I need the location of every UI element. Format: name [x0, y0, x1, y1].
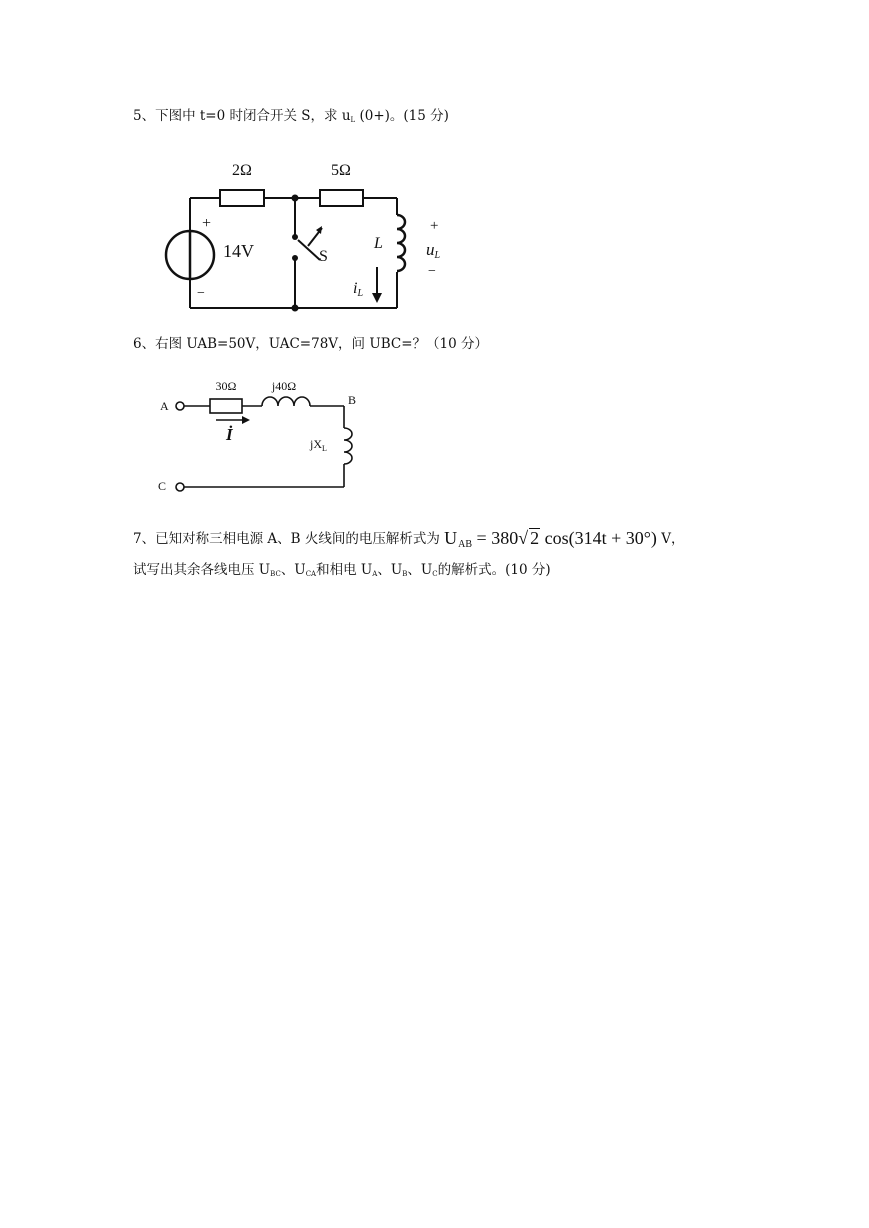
- question-6-text: 6、右图 UAB=50V，UAC=78V，问 UBC=？（10 分）: [133, 336, 488, 352]
- question-7-line-2: 试写出其余各线电压 $U_{BC}$、$U_{CA}$和相电 $U_A$、$U_B$、$U_C$的解析式。(10 分): [133, 562, 551, 578]
- resistor-5ohm: [320, 190, 363, 206]
- label-source-plus: +: [202, 215, 212, 232]
- label-current: iL: [353, 280, 364, 299]
- resistor-2ohm: [220, 190, 264, 206]
- question-5-text: 5、下图中 t=0 时闭合开关 S，求 $u_L$ (0+)。(15 分): [133, 108, 449, 124]
- inductor-j40-icon: [262, 397, 310, 406]
- inductor-coil-icon: [397, 215, 405, 271]
- node-a: A: [160, 399, 169, 413]
- label-source: 14V: [223, 241, 254, 261]
- node-b: B: [348, 393, 357, 407]
- sqrt-icon: √: [518, 528, 529, 548]
- label-source-minus: −: [197, 286, 205, 301]
- label-voltage: uL: [426, 240, 441, 261]
- formula-uab: UAB = 380√ 2 cos(314t + 30°): [444, 528, 657, 550]
- label-v-minus: −: [428, 264, 436, 279]
- label-switch: S: [319, 248, 328, 265]
- voltage-source-icon: [166, 231, 214, 279]
- node-c: C: [158, 479, 167, 493]
- circuit-diagram-q6: [150, 370, 380, 500]
- label-v-plus: +: [430, 218, 439, 234]
- label-r1: 2Ω: [232, 162, 252, 179]
- question-7-line-1: 7、已知对称三相电源 A、B 火线间的电压解析式为 UAB = 380√ 2 cos(314t + 30°) V，: [133, 528, 685, 550]
- circuit-diagram-q5: [150, 150, 470, 315]
- label-current-phasor: İ: [226, 425, 233, 444]
- inductor-jxl-icon: [344, 428, 352, 464]
- label-j40ohm: j40Ω: [271, 379, 297, 393]
- label-jxl: $jX_L$: [310, 437, 327, 453]
- label-inductor: L: [374, 235, 383, 252]
- label-30ohm: 30Ω: [215, 379, 237, 393]
- resistor-30ohm: [210, 399, 242, 413]
- label-r2: 5Ω: [331, 162, 351, 179]
